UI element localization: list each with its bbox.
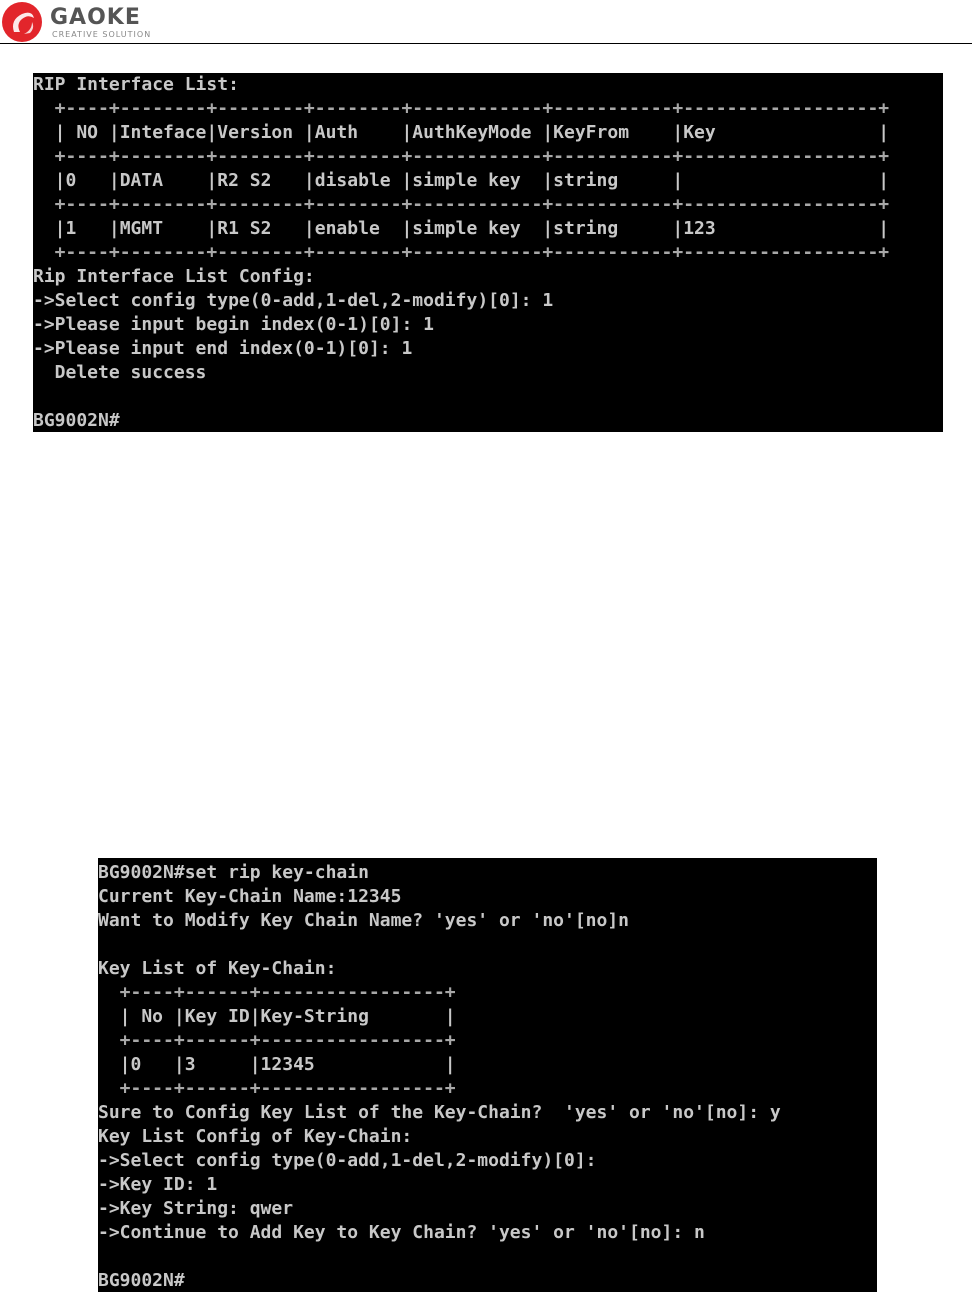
terminal-line: Current Key-Chain Name:12345	[98, 886, 402, 907]
terminal-line	[33, 385, 943, 409]
table-border: +----+------+-----------------+	[98, 1078, 456, 1099]
logo-tagline: CREATIVE SOLUTION	[52, 30, 152, 39]
header-divider	[0, 43, 972, 44]
table-border: +----+------+-----------------+	[98, 1030, 456, 1051]
terminal-prompt: BG9002N#	[33, 410, 120, 431]
page-header	[0, 0, 972, 45]
table-border: +----+--------+--------+--------+------------+-----------+------------------+	[33, 242, 890, 263]
terminal-line: Delete success	[33, 362, 207, 383]
terminal-screenshot-rip-key-chain	[98, 858, 877, 1292]
terminal-line: Want to Modify Key Chain Name? 'yes' or 'no'[no]n	[98, 910, 630, 931]
table-border: +----+------+-----------------+	[98, 982, 456, 1003]
terminal-line	[98, 1245, 877, 1269]
table-border: +----+--------+--------+--------+------------+-----------+------------------+	[33, 98, 890, 119]
table-row: |1 |MGMT |R1 S2 |enable |simple key |string |123 |	[33, 218, 890, 239]
terminal-prompt: BG9002N#	[98, 1270, 185, 1291]
terminal-line: Key List Config of Key-Chain:	[98, 1126, 413, 1147]
terminal-line: ->Please input end index(0-1)[0]: 1	[33, 338, 413, 359]
terminal-command: BG9002N#set rip key-chain	[98, 862, 369, 883]
terminal-line: ->Key String: qwer	[98, 1198, 294, 1219]
gaoke-swirl-logo-icon	[2, 2, 42, 42]
terminal-line	[98, 933, 877, 957]
terminal-line: Key List of Key-Chain:	[98, 958, 337, 979]
gaoke-logo	[2, 2, 162, 42]
table-header-row: | NO |Inteface|Version |Auth |AuthKeyMode |KeyFrom |Key |	[33, 122, 890, 143]
terminal-screenshot-rip-interface-list	[33, 73, 943, 432]
terminal-line: ->Continue to Add Key to Key Chain? 'yes' or 'no'[no]: n	[98, 1222, 705, 1243]
terminal-line: ->Select config type(0-add,1-del,2-modify)[0]: 1	[33, 290, 554, 311]
terminal-line: ->Select config type(0-add,1-del,2-modify)[0]:	[98, 1150, 597, 1171]
table-row: |0 |3 |12345 |	[98, 1054, 456, 1075]
table-border: +----+--------+--------+--------+------------+-----------+------------------+	[33, 194, 890, 215]
terminal-line: ->Key ID: 1	[98, 1174, 218, 1195]
table-row: |0 |DATA |R2 S2 |disable |simple key |string | |	[33, 170, 890, 191]
terminal-line: Rip Interface List Config:	[33, 266, 315, 287]
terminal-line: RIP Interface List:	[33, 74, 239, 95]
terminal-line: ->Please input begin index(0-1)[0]: 1	[33, 314, 434, 335]
table-header-row: | No |Key ID|Key-String |	[98, 1006, 456, 1027]
terminal-line: Sure to Config Key List of the Key-Chain? 'yes' or 'no'[no]: y	[98, 1102, 781, 1123]
table-border: +----+--------+--------+--------+------------+-----------+------------------+	[33, 146, 890, 167]
logo-name: GAOKE	[50, 5, 141, 30]
